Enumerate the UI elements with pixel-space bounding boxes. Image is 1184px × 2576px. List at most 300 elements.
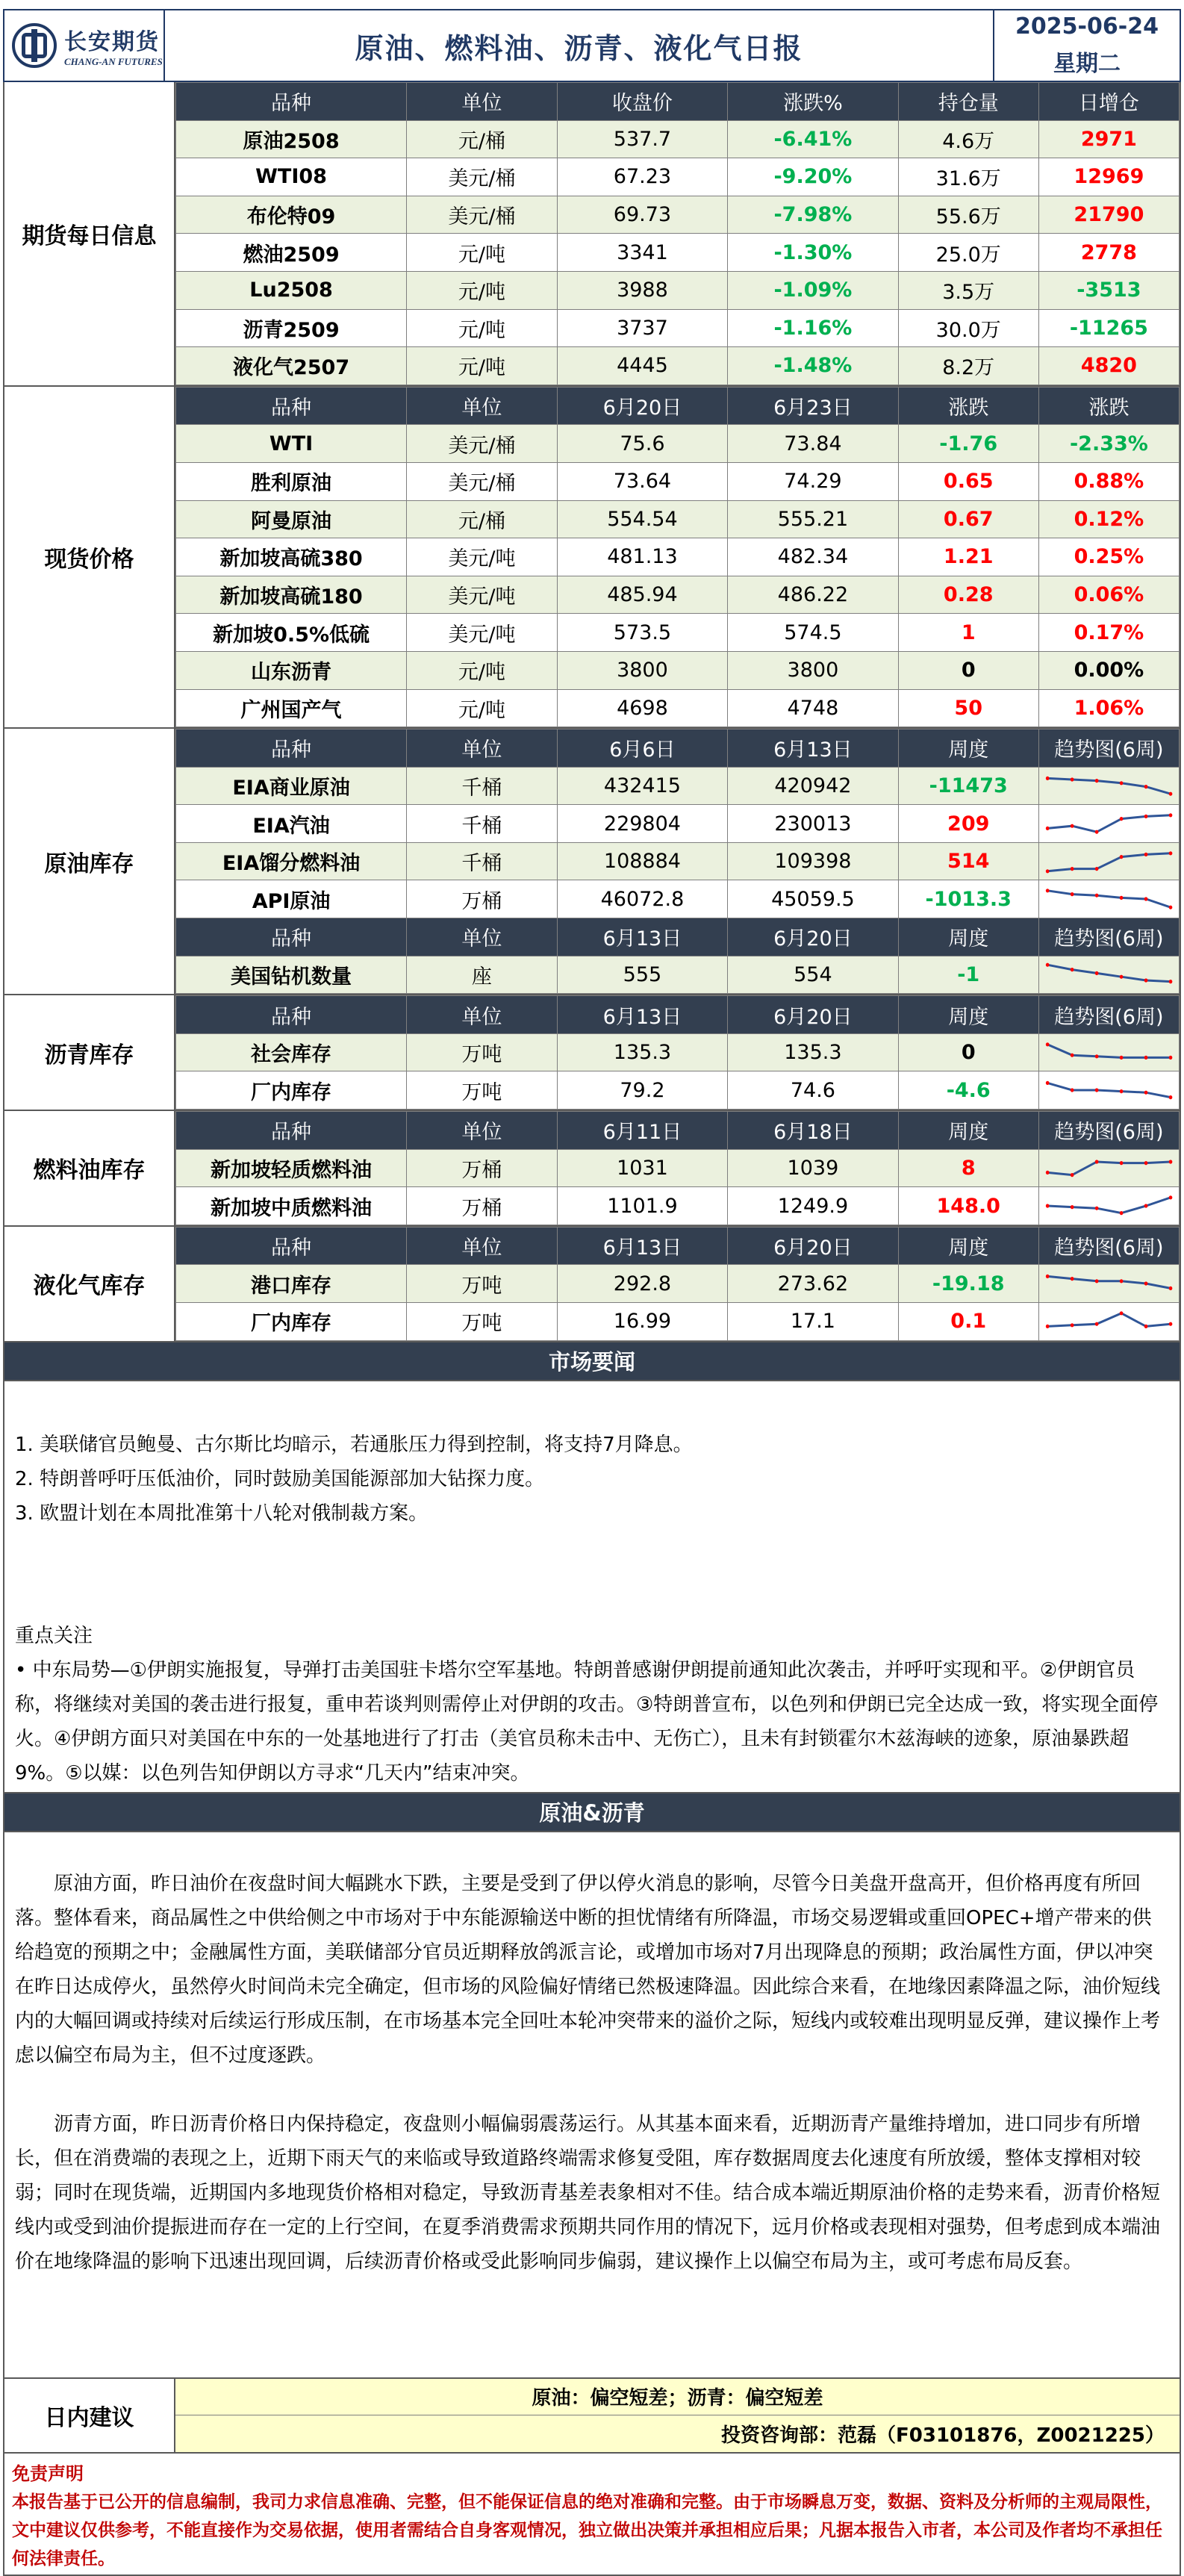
cell-b: 482.34 — [728, 538, 898, 576]
cell-chg: -1.76 — [898, 425, 1038, 463]
table-row — [176, 880, 1180, 918]
trend-line — [1047, 1162, 1171, 1175]
cell-b: 555.21 — [728, 500, 898, 538]
table-row — [176, 196, 1180, 234]
cell-name: EIA商业原油 — [176, 767, 407, 805]
trend-line — [1047, 1313, 1171, 1327]
trend-sparkline — [1042, 847, 1176, 877]
cell-b: 1249.9 — [728, 1187, 898, 1225]
cell-unit: 元/桶 — [407, 500, 558, 538]
cell-unit: 美元/吨 — [407, 576, 558, 614]
cell-name: 厂内库存 — [176, 1303, 407, 1341]
trend-point — [1095, 971, 1099, 975]
trend-point — [1071, 1053, 1074, 1057]
column-header: 6月18日 — [728, 1112, 898, 1150]
trend-point — [1169, 1195, 1173, 1199]
column-header: 6月13日 — [557, 996, 727, 1034]
table-row — [176, 425, 1180, 463]
cell-a: 485.94 — [557, 576, 727, 614]
trend-point — [1095, 830, 1099, 834]
trend-sparkline — [1042, 1153, 1176, 1183]
trend-point — [1071, 968, 1074, 971]
table-row — [176, 767, 1180, 805]
cell-a: 555 — [557, 956, 727, 994]
cell-pct: -2.33% — [1038, 425, 1179, 463]
asphalt-inventory-label: 沥青库存 — [4, 995, 175, 1110]
cell-name: 新加坡高硫180 — [176, 576, 407, 614]
cell-pct: 0.17% — [1038, 614, 1179, 652]
cell-pct: 0.25% — [1038, 538, 1179, 576]
cell-unit: 座 — [407, 956, 558, 994]
column-header: 单位 — [407, 387, 558, 425]
column-header: 涨跌 — [1038, 387, 1179, 425]
column-header: 周度 — [898, 729, 1038, 768]
cell-doi: 2778 — [1038, 234, 1179, 272]
trend-point — [1120, 1279, 1124, 1283]
trend-point — [1071, 892, 1074, 896]
cell-chg: -6.41% — [728, 120, 898, 158]
lpg-inventory-label: 液化气库存 — [4, 1227, 175, 1341]
trend-point — [1144, 815, 1148, 818]
trend-point — [1046, 1275, 1050, 1278]
cell-a: 1101.9 — [557, 1187, 727, 1225]
trend-point — [1046, 889, 1050, 892]
cell-a: 75.6 — [557, 425, 727, 463]
trend-point — [1169, 1287, 1173, 1290]
cell-chg: 0.65 — [898, 462, 1038, 500]
cell-a: 79.2 — [557, 1071, 727, 1110]
table-row — [176, 651, 1180, 689]
cell-name: 社会库存 — [176, 1033, 407, 1071]
cell-close: 69.73 — [557, 196, 727, 234]
trend-point — [1046, 777, 1050, 780]
cell-name: 原油2508 — [176, 120, 407, 158]
table-row — [176, 462, 1180, 500]
column-header: 6月23日 — [728, 387, 898, 425]
analyst-credit: 投资咨询部：范磊（F03101876，Z0021225） — [175, 2415, 1180, 2452]
column-header: 趋势图(6周) — [1038, 1112, 1179, 1150]
column-header: 品种 — [176, 918, 407, 956]
cell-trend — [1038, 1071, 1179, 1110]
cell-name: 山东沥青 — [176, 651, 407, 689]
cell-close: 537.7 — [557, 120, 727, 158]
trend-line — [1047, 891, 1171, 907]
cell-unit: 万桶 — [407, 1187, 558, 1225]
cell-name: 阿曼原油 — [176, 500, 407, 538]
crude-inventory-table — [175, 729, 1180, 994]
cell-chg: 514 — [898, 842, 1038, 880]
trend-point — [1071, 778, 1074, 782]
cell-name: 新加坡中质燃料油 — [176, 1187, 407, 1225]
column-header: 持仓量 — [898, 83, 1038, 121]
cell-name: WTI08 — [176, 158, 407, 196]
cell-trend — [1038, 1265, 1179, 1303]
trend-line — [1047, 1198, 1171, 1213]
futures-table — [175, 82, 1180, 385]
cell-close: 4445 — [557, 347, 727, 385]
trend-point — [1046, 1204, 1050, 1207]
fuel-inventory-table — [175, 1111, 1180, 1225]
cell-doi: 21790 — [1038, 196, 1179, 234]
cell-a: 573.5 — [557, 614, 727, 652]
cell-b: 73.84 — [728, 425, 898, 463]
logo-mark-icon — [12, 23, 57, 68]
cell-chg: -11473 — [898, 767, 1038, 805]
column-header: 单位 — [407, 918, 558, 956]
column-header: 品种 — [176, 83, 407, 121]
trend-point — [1046, 963, 1050, 967]
cell-chg: -1.48% — [728, 347, 898, 385]
table-header-row — [176, 996, 1180, 1034]
cell-unit: 万吨 — [407, 1033, 558, 1071]
column-header: 6月11日 — [557, 1112, 727, 1150]
cell-chg: -19.18 — [898, 1265, 1038, 1303]
cell-a: 481.13 — [557, 538, 727, 576]
cell-b: 4748 — [728, 689, 898, 727]
column-header: 单位 — [407, 996, 558, 1034]
cell-b: 3800 — [728, 651, 898, 689]
cell-unit: 千桶 — [407, 842, 558, 880]
report-date: 2025-06-24 — [1015, 13, 1159, 40]
cell-doi: -11265 — [1038, 309, 1179, 347]
fuel-inventory-label: 燃料油库存 — [4, 1111, 175, 1225]
news-item: 2. 特朗普呼吁压低油价，同时鼓励美国能源部加大钻探力度。 — [15, 1467, 545, 1490]
cell-b: 574.5 — [728, 614, 898, 652]
cell-chg: -1.09% — [728, 271, 898, 309]
trend-point — [1169, 980, 1173, 983]
cell-chg: 0 — [898, 651, 1038, 689]
column-header: 周度 — [898, 1227, 1038, 1265]
crude-inventory-section — [3, 729, 1181, 995]
trend-point — [1144, 1161, 1148, 1165]
cell-name: 美国钻机数量 — [176, 956, 407, 994]
cell-name: 厂内库存 — [176, 1071, 407, 1110]
trend-point — [1144, 979, 1148, 983]
trend-sparkline — [1042, 1191, 1176, 1221]
trend-point — [1095, 1279, 1099, 1283]
trend-line — [1047, 965, 1171, 982]
crude-analysis-paragraph: 原油方面，昨日油价在夜盘时间大幅跳水下跌，主要是受到了伊以停火消息的影响，尽管今日美盘开盘高开，但价格再度有所回落。整体看来，商品属性之中供给侧之中市场对于中东能源输送中断的担忧情绪有所降温，市场交易逻辑或重回OPEC+增产带来的供给趋宽的预期之中；金融属性方面，美联储部分官员近期释放鸽派言论，或增加市场对7月出现降息的预期；政治属性方面，伊以冲突在昨日达成停火，虽然停火时间尚未完全确定，但市场的风险偏好情绪已然极速降温。因此综合来看，在地缘因素降温之际，油价短线内的大幅回调或持续对后续运行形成压制，在市场基本完全回吐本轮冲突带来的溢价之际，短线内或较难出现明显反弹，建议操作上考虑以偏空布局为主，但不过度逐跌。 — [15, 1872, 1161, 2067]
column-header: 品种 — [176, 1112, 407, 1150]
cell-unit: 元/吨 — [407, 347, 558, 385]
cell-chg: 209 — [898, 805, 1038, 843]
cell-unit: 千桶 — [407, 805, 558, 843]
table-row — [176, 234, 1180, 272]
report-header — [3, 9, 1181, 82]
column-header: 6月13日 — [557, 1227, 727, 1265]
cell-unit: 美元/吨 — [407, 614, 558, 652]
table-row — [176, 347, 1180, 385]
cell-unit: 元/桶 — [407, 120, 558, 158]
cell-trend — [1038, 805, 1179, 843]
trend-point — [1169, 1095, 1173, 1099]
trend-point — [1071, 1089, 1074, 1092]
trend-point — [1095, 867, 1099, 871]
cell-chg: 1.21 — [898, 538, 1038, 576]
cell-chg: 0.28 — [898, 576, 1038, 614]
column-header: 日增仓 — [1038, 83, 1179, 121]
table-row — [176, 271, 1180, 309]
column-header: 趋势图(6周) — [1038, 918, 1179, 956]
cell-a: 73.64 — [557, 462, 727, 500]
cell-close: 3341 — [557, 234, 727, 272]
trend-point — [1071, 824, 1074, 828]
cell-unit: 万吨 — [407, 1071, 558, 1110]
cell-unit: 美元/桶 — [407, 462, 558, 500]
analysis-band-title: 原油&沥青 — [3, 1793, 1181, 1832]
cell-chg: 1 — [898, 614, 1038, 652]
trend-point — [1120, 1311, 1124, 1315]
table-row — [176, 614, 1180, 652]
trend-point — [1169, 1160, 1173, 1164]
cell-chg: 0.1 — [898, 1303, 1038, 1341]
table-row — [176, 158, 1180, 196]
column-header: 趋势图(6周) — [1038, 729, 1179, 768]
trend-point — [1046, 1081, 1050, 1085]
column-header: 6月20日 — [728, 996, 898, 1034]
cell-name: 沥青2509 — [176, 309, 407, 347]
trend-point — [1046, 1325, 1050, 1328]
column-header: 周度 — [898, 1112, 1038, 1150]
column-header: 品种 — [176, 1227, 407, 1265]
cell-b: 230013 — [728, 805, 898, 843]
table-header-row — [176, 1112, 1180, 1150]
cell-name: EIA馏分燃料油 — [176, 842, 407, 880]
cell-b: 420942 — [728, 767, 898, 805]
cell-trend — [1038, 1187, 1179, 1225]
cell-name: 布伦特09 — [176, 196, 407, 234]
cell-a: 3800 — [557, 651, 727, 689]
column-header: 单位 — [407, 1112, 558, 1150]
cell-trend — [1038, 842, 1179, 880]
column-header: 涨跌% — [728, 83, 898, 121]
cell-doi: -3513 — [1038, 271, 1179, 309]
cell-name: 胜利原油 — [176, 462, 407, 500]
cell-trend — [1038, 1303, 1179, 1341]
cell-unit: 美元/桶 — [407, 196, 558, 234]
report-weekday: 星期二 — [1053, 51, 1121, 78]
cell-b: 486.22 — [728, 576, 898, 614]
cell-unit: 千桶 — [407, 767, 558, 805]
cell-chg: 148.0 — [898, 1187, 1038, 1225]
cell-unit: 万吨 — [407, 1265, 558, 1303]
cell-b: 1039 — [728, 1149, 898, 1187]
suggestion-label: 日内建议 — [4, 2379, 175, 2452]
trend-sparkline — [1042, 809, 1176, 839]
cell-unit: 万桶 — [407, 880, 558, 918]
trend-line — [1047, 815, 1171, 832]
cell-oi: 3.5万 — [898, 271, 1038, 309]
cell-unit: 元/吨 — [407, 234, 558, 272]
cell-name: 港口库存 — [176, 1265, 407, 1303]
trend-point — [1169, 813, 1173, 817]
trend-point — [1046, 1042, 1050, 1046]
cell-name: Lu2508 — [176, 271, 407, 309]
table-row — [176, 1149, 1180, 1187]
trend-point — [1144, 1204, 1148, 1207]
asphalt-inventory-section — [3, 995, 1181, 1111]
table-row — [176, 576, 1180, 614]
crude-inventory-label: 原油库存 — [4, 729, 175, 994]
trend-point — [1144, 852, 1148, 856]
asphalt-analysis-paragraph: 沥青方面，昨日沥青价格日内保持稳定，夜盘则小幅偏弱震荡运行。从其基本面来看，近期沥青产量维持增加，进口同步有所增长，但在消费端的表现之上，近期下雨天气的来临或导致道路终端需求修复受阻，库存数据周度去化速度有所放缓，整体支撑相对较弱；同时在现货端，近期国内多地现货价格相对稳定，导致沥青基差表象相对不佳。结合成本端近期原油价格的走势来看，沥青价格短线内或受到油价提振进而存在一定的上行空间，在夏季消费需求预期共同作用的情况下，远月价格或表现相对强势，但考虑到成本端油价在地缘降温的影响下迅速出现回调，后续沥青价格或受此影响同步偏弱，建议操作上以偏空布局为主，或可考虑布局反套。 — [15, 2112, 1161, 2273]
table-row — [176, 805, 1180, 843]
cell-chg: -1013.3 — [898, 880, 1038, 918]
report-date-box — [993, 10, 1180, 81]
trend-point — [1095, 779, 1099, 783]
trend-sparkline — [1042, 1269, 1176, 1298]
cell-unit: 元/吨 — [407, 689, 558, 727]
column-header: 趋势图(6周) — [1038, 996, 1179, 1034]
asphalt-inventory-table — [175, 995, 1180, 1110]
column-header: 6月20日 — [728, 1227, 898, 1265]
trend-point — [1144, 1055, 1148, 1059]
table-row — [176, 1265, 1180, 1303]
trend-point — [1071, 867, 1074, 871]
trend-sparkline — [1042, 771, 1176, 800]
trend-point — [1071, 1173, 1074, 1177]
cell-a: 16.99 — [557, 1303, 727, 1341]
cell-b: 135.3 — [728, 1033, 898, 1071]
trend-point — [1120, 1161, 1124, 1165]
column-header: 品种 — [176, 996, 407, 1034]
trend-point — [1046, 827, 1050, 830]
cell-name: 新加坡0.5%低硫 — [176, 614, 407, 652]
cell-a: 432415 — [557, 767, 727, 805]
cell-name: 新加坡高硫380 — [176, 538, 407, 576]
analysis-panel — [3, 1832, 1181, 2379]
cell-b: 17.1 — [728, 1303, 898, 1341]
trend-line — [1047, 1083, 1171, 1098]
trend-point — [1169, 1322, 1173, 1325]
spot-table — [175, 387, 1180, 727]
cell-a: 135.3 — [557, 1033, 727, 1071]
trend-point — [1169, 1055, 1173, 1059]
cell-close: 3988 — [557, 271, 727, 309]
column-header: 品种 — [176, 387, 407, 425]
trend-sparkline — [1042, 1075, 1176, 1105]
table-row — [176, 538, 1180, 576]
table-row — [176, 1303, 1180, 1341]
table-row — [176, 956, 1180, 994]
focus-title: 重点关注 — [15, 1624, 93, 1647]
fuel-inventory-section — [3, 1111, 1181, 1227]
cell-pct: 1.06% — [1038, 689, 1179, 727]
company-logo — [4, 10, 165, 81]
cell-a: 46072.8 — [557, 880, 727, 918]
news-panel — [3, 1381, 1181, 1793]
logo-name-en: CHANG-AN FUTURES — [64, 56, 163, 67]
table-header-row — [176, 387, 1180, 425]
intraday-suggestion — [3, 2379, 1181, 2454]
cell-chg: 0 — [898, 1033, 1038, 1071]
cell-chg: -1.30% — [728, 234, 898, 272]
cell-chg: 0.67 — [898, 500, 1038, 538]
trend-point — [1120, 782, 1124, 785]
cell-chg: 8 — [898, 1149, 1038, 1187]
trend-line — [1047, 779, 1171, 794]
cell-chg: 50 — [898, 689, 1038, 727]
column-header: 单位 — [407, 729, 558, 768]
cell-doi: 4820 — [1038, 347, 1179, 385]
trend-point — [1120, 975, 1124, 979]
cell-oi: 8.2万 — [898, 347, 1038, 385]
table-row — [176, 500, 1180, 538]
lpg-inventory-table — [175, 1227, 1180, 1341]
news-item: 1. 美联储官员鲍曼、古尔斯比均暗示，若通胀压力得到控制，将支持7月降息。 — [15, 1433, 693, 1456]
cell-doi: 2971 — [1038, 120, 1179, 158]
cell-chg: -4.6 — [898, 1071, 1038, 1110]
trend-point — [1169, 851, 1173, 855]
disclaimer — [3, 2454, 1181, 2576]
column-header: 6月20日 — [557, 387, 727, 425]
cell-unit: 美元/桶 — [407, 425, 558, 463]
cell-name: 液化气2507 — [176, 347, 407, 385]
futures-section — [3, 82, 1181, 387]
cell-a: 292.8 — [557, 1265, 727, 1303]
futures-section-label: 期货每日信息 — [4, 82, 175, 385]
cell-chg: -7.98% — [728, 196, 898, 234]
cell-b: 74.29 — [728, 462, 898, 500]
cell-name: WTI — [176, 425, 407, 463]
table-header-row — [176, 918, 1180, 956]
column-header: 6月13日 — [728, 729, 898, 768]
column-header: 周度 — [898, 996, 1038, 1034]
cell-name: API原油 — [176, 880, 407, 918]
cell-name: 广州国产气 — [176, 689, 407, 727]
cell-oi: 4.6万 — [898, 120, 1038, 158]
column-header: 6月13日 — [557, 918, 727, 956]
trend-point — [1169, 792, 1173, 796]
lpg-inventory-section — [3, 1227, 1181, 1343]
trend-point — [1046, 1171, 1050, 1175]
trend-sparkline — [1042, 1038, 1176, 1068]
trend-point — [1144, 1091, 1148, 1095]
column-header: 收盘价 — [557, 83, 727, 121]
trend-sparkline — [1042, 884, 1176, 914]
trend-sparkline — [1042, 959, 1176, 989]
cell-name: 燃油2509 — [176, 234, 407, 272]
trend-point — [1095, 1089, 1099, 1092]
trend-point — [1169, 906, 1173, 909]
trend-point — [1120, 1089, 1124, 1093]
cell-b: 273.62 — [728, 1265, 898, 1303]
cell-oi: 31.6万 — [898, 158, 1038, 196]
table-row — [176, 309, 1180, 347]
cell-trend — [1038, 1033, 1179, 1071]
table-row — [176, 1033, 1180, 1071]
column-header: 品种 — [176, 729, 407, 768]
disclaimer-text: 本报告基于已公开的信息编制，我司力求信息准确、完整，但不能保证信息的绝对准确和完整。由于市场瞬息万变，数据、资料及分析师的主观局限性，文中建议仅供参考，不能直接作为交易依据，使用者需结合自身客观情况，独立做出决策并承担相应后果；凡据本报告入市者，本公司及作者均不承担任何法律责任。 — [12, 2492, 1162, 2569]
disclaimer-title: 免责声明 — [12, 2463, 84, 2484]
cell-trend — [1038, 1149, 1179, 1187]
trend-point — [1120, 855, 1124, 859]
column-header: 单位 — [407, 83, 558, 121]
cell-trend — [1038, 767, 1179, 805]
cell-b: 74.6 — [728, 1071, 898, 1110]
table-header-row — [176, 1227, 1180, 1265]
trend-line — [1047, 1044, 1171, 1057]
cell-unit: 万吨 — [407, 1303, 558, 1341]
suggestion-text: 原油：偏空短差；沥青：偏空短差 — [532, 2387, 823, 2410]
cell-oi: 30.0万 — [898, 309, 1038, 347]
spot-section-label: 现货价格 — [4, 387, 175, 727]
trend-point — [1071, 1323, 1074, 1327]
logo-name-cn: 长安期货 — [64, 29, 160, 55]
cell-unit: 元/吨 — [407, 651, 558, 689]
cell-pct: 0.00% — [1038, 651, 1179, 689]
table-row — [176, 689, 1180, 727]
